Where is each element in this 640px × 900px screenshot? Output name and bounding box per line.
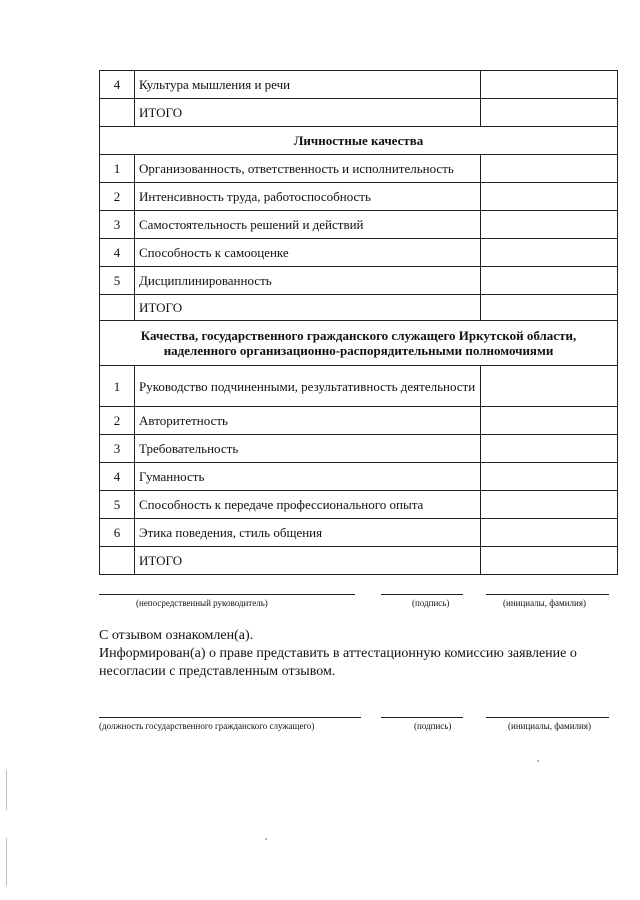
table-row xyxy=(100,366,618,407)
position-line xyxy=(99,594,355,595)
acknowledged-text: С отзывом ознакомлен(а). xyxy=(99,628,254,643)
score-cell[interactable] xyxy=(481,407,618,435)
criterion-text: Способность к самооценке xyxy=(135,239,481,267)
table-row xyxy=(100,183,618,211)
criterion-text: Этика поведения, стиль общения xyxy=(135,519,481,547)
criterion-text: Культура мышления и речи xyxy=(135,71,481,99)
criterion-text: Самостоятельность решений и действий xyxy=(135,211,481,239)
scan-margin-mark xyxy=(6,770,7,810)
row-number: 1 xyxy=(100,155,135,183)
score-cell[interactable] xyxy=(481,435,618,463)
table-row xyxy=(100,267,618,295)
row-number: 4 xyxy=(100,239,135,267)
score-cell[interactable] xyxy=(481,183,618,211)
employee-signature-line xyxy=(381,717,463,718)
table-row xyxy=(100,71,618,99)
evaluation-table xyxy=(99,70,618,575)
table-row xyxy=(100,463,618,491)
score-cell[interactable] xyxy=(481,547,618,575)
score-cell[interactable] xyxy=(481,155,618,183)
scan-margin-mark xyxy=(6,838,7,886)
score-cell[interactable] xyxy=(481,366,618,407)
row-number xyxy=(100,99,135,127)
signature-caption: (подпись) xyxy=(412,598,450,608)
criterion-text: Требовательность xyxy=(135,435,481,463)
row-number xyxy=(100,547,135,575)
table-row xyxy=(100,407,618,435)
row-number: 5 xyxy=(100,491,135,519)
score-cell[interactable] xyxy=(481,519,618,547)
row-number: 6 xyxy=(100,519,135,547)
table-row xyxy=(100,519,618,547)
row-number: 3 xyxy=(100,211,135,239)
scan-speck xyxy=(537,760,539,762)
criterion-text: Руководство подчиненными, результативность деятельности xyxy=(135,366,481,407)
table-row xyxy=(100,547,618,575)
employee-name-caption: (инициалы, фамилия) xyxy=(508,721,591,731)
row-number xyxy=(100,295,135,321)
score-cell[interactable] xyxy=(481,211,618,239)
section-title: Личностные качества xyxy=(100,127,618,155)
row-number: 2 xyxy=(100,407,135,435)
criterion-text: Интенсивность труда, работоспособность xyxy=(135,183,481,211)
table-row xyxy=(100,295,618,321)
section-header-row xyxy=(100,321,618,366)
table-row xyxy=(100,491,618,519)
row-number: 1 xyxy=(100,366,135,407)
score-cell[interactable] xyxy=(481,491,618,519)
section-title: Качества, государственного гражданского служащего Иркутской области, наделенного организационно-распорядительными полномочиями xyxy=(100,321,618,366)
row-number: 4 xyxy=(100,463,135,491)
criterion-text: Дисциплинированность xyxy=(135,267,481,295)
score-cell[interactable] xyxy=(481,99,618,127)
table-row xyxy=(100,99,618,127)
table-row xyxy=(100,239,618,267)
criterion-text: Гуманность xyxy=(135,463,481,491)
table-row xyxy=(100,211,618,239)
employee-signature-caption: (подпись) xyxy=(414,721,452,731)
position-caption: (непосредственный руководитель) xyxy=(136,598,268,608)
signature-line xyxy=(381,594,463,595)
scan-speck xyxy=(265,838,267,840)
score-cell[interactable] xyxy=(481,463,618,491)
evaluation-table-body xyxy=(100,71,618,575)
row-number: 3 xyxy=(100,435,135,463)
criterion-text: ИТОГО xyxy=(135,295,481,321)
section-header-row xyxy=(100,127,618,155)
score-cell[interactable] xyxy=(481,295,618,321)
row-number: 2 xyxy=(100,183,135,211)
score-cell[interactable] xyxy=(481,267,618,295)
table-row xyxy=(100,155,618,183)
criterion-text: ИТОГО xyxy=(135,99,481,127)
row-number: 4 xyxy=(100,71,135,99)
score-cell[interactable] xyxy=(481,71,618,99)
employee-position-line xyxy=(99,717,361,718)
criterion-text: ИТОГО xyxy=(135,547,481,575)
name-caption: (инициалы, фамилия) xyxy=(503,598,586,608)
score-cell[interactable] xyxy=(481,239,618,267)
employee-name-line xyxy=(486,717,609,718)
criterion-text: Способность к передаче профессионального опыта xyxy=(135,491,481,519)
criterion-text: Организованность, ответственность и исполнительность xyxy=(135,155,481,183)
informed-text: Информирован(а) о праве представить в аттестационную комиссию заявление о несогласии с представленным отзывом. xyxy=(99,646,577,679)
employee-position-caption: (должность государственного гражданского служащего) xyxy=(99,721,315,731)
row-number: 5 xyxy=(100,267,135,295)
name-line xyxy=(486,594,609,595)
criterion-text: Авторитетность xyxy=(135,407,481,435)
table-row xyxy=(100,435,618,463)
